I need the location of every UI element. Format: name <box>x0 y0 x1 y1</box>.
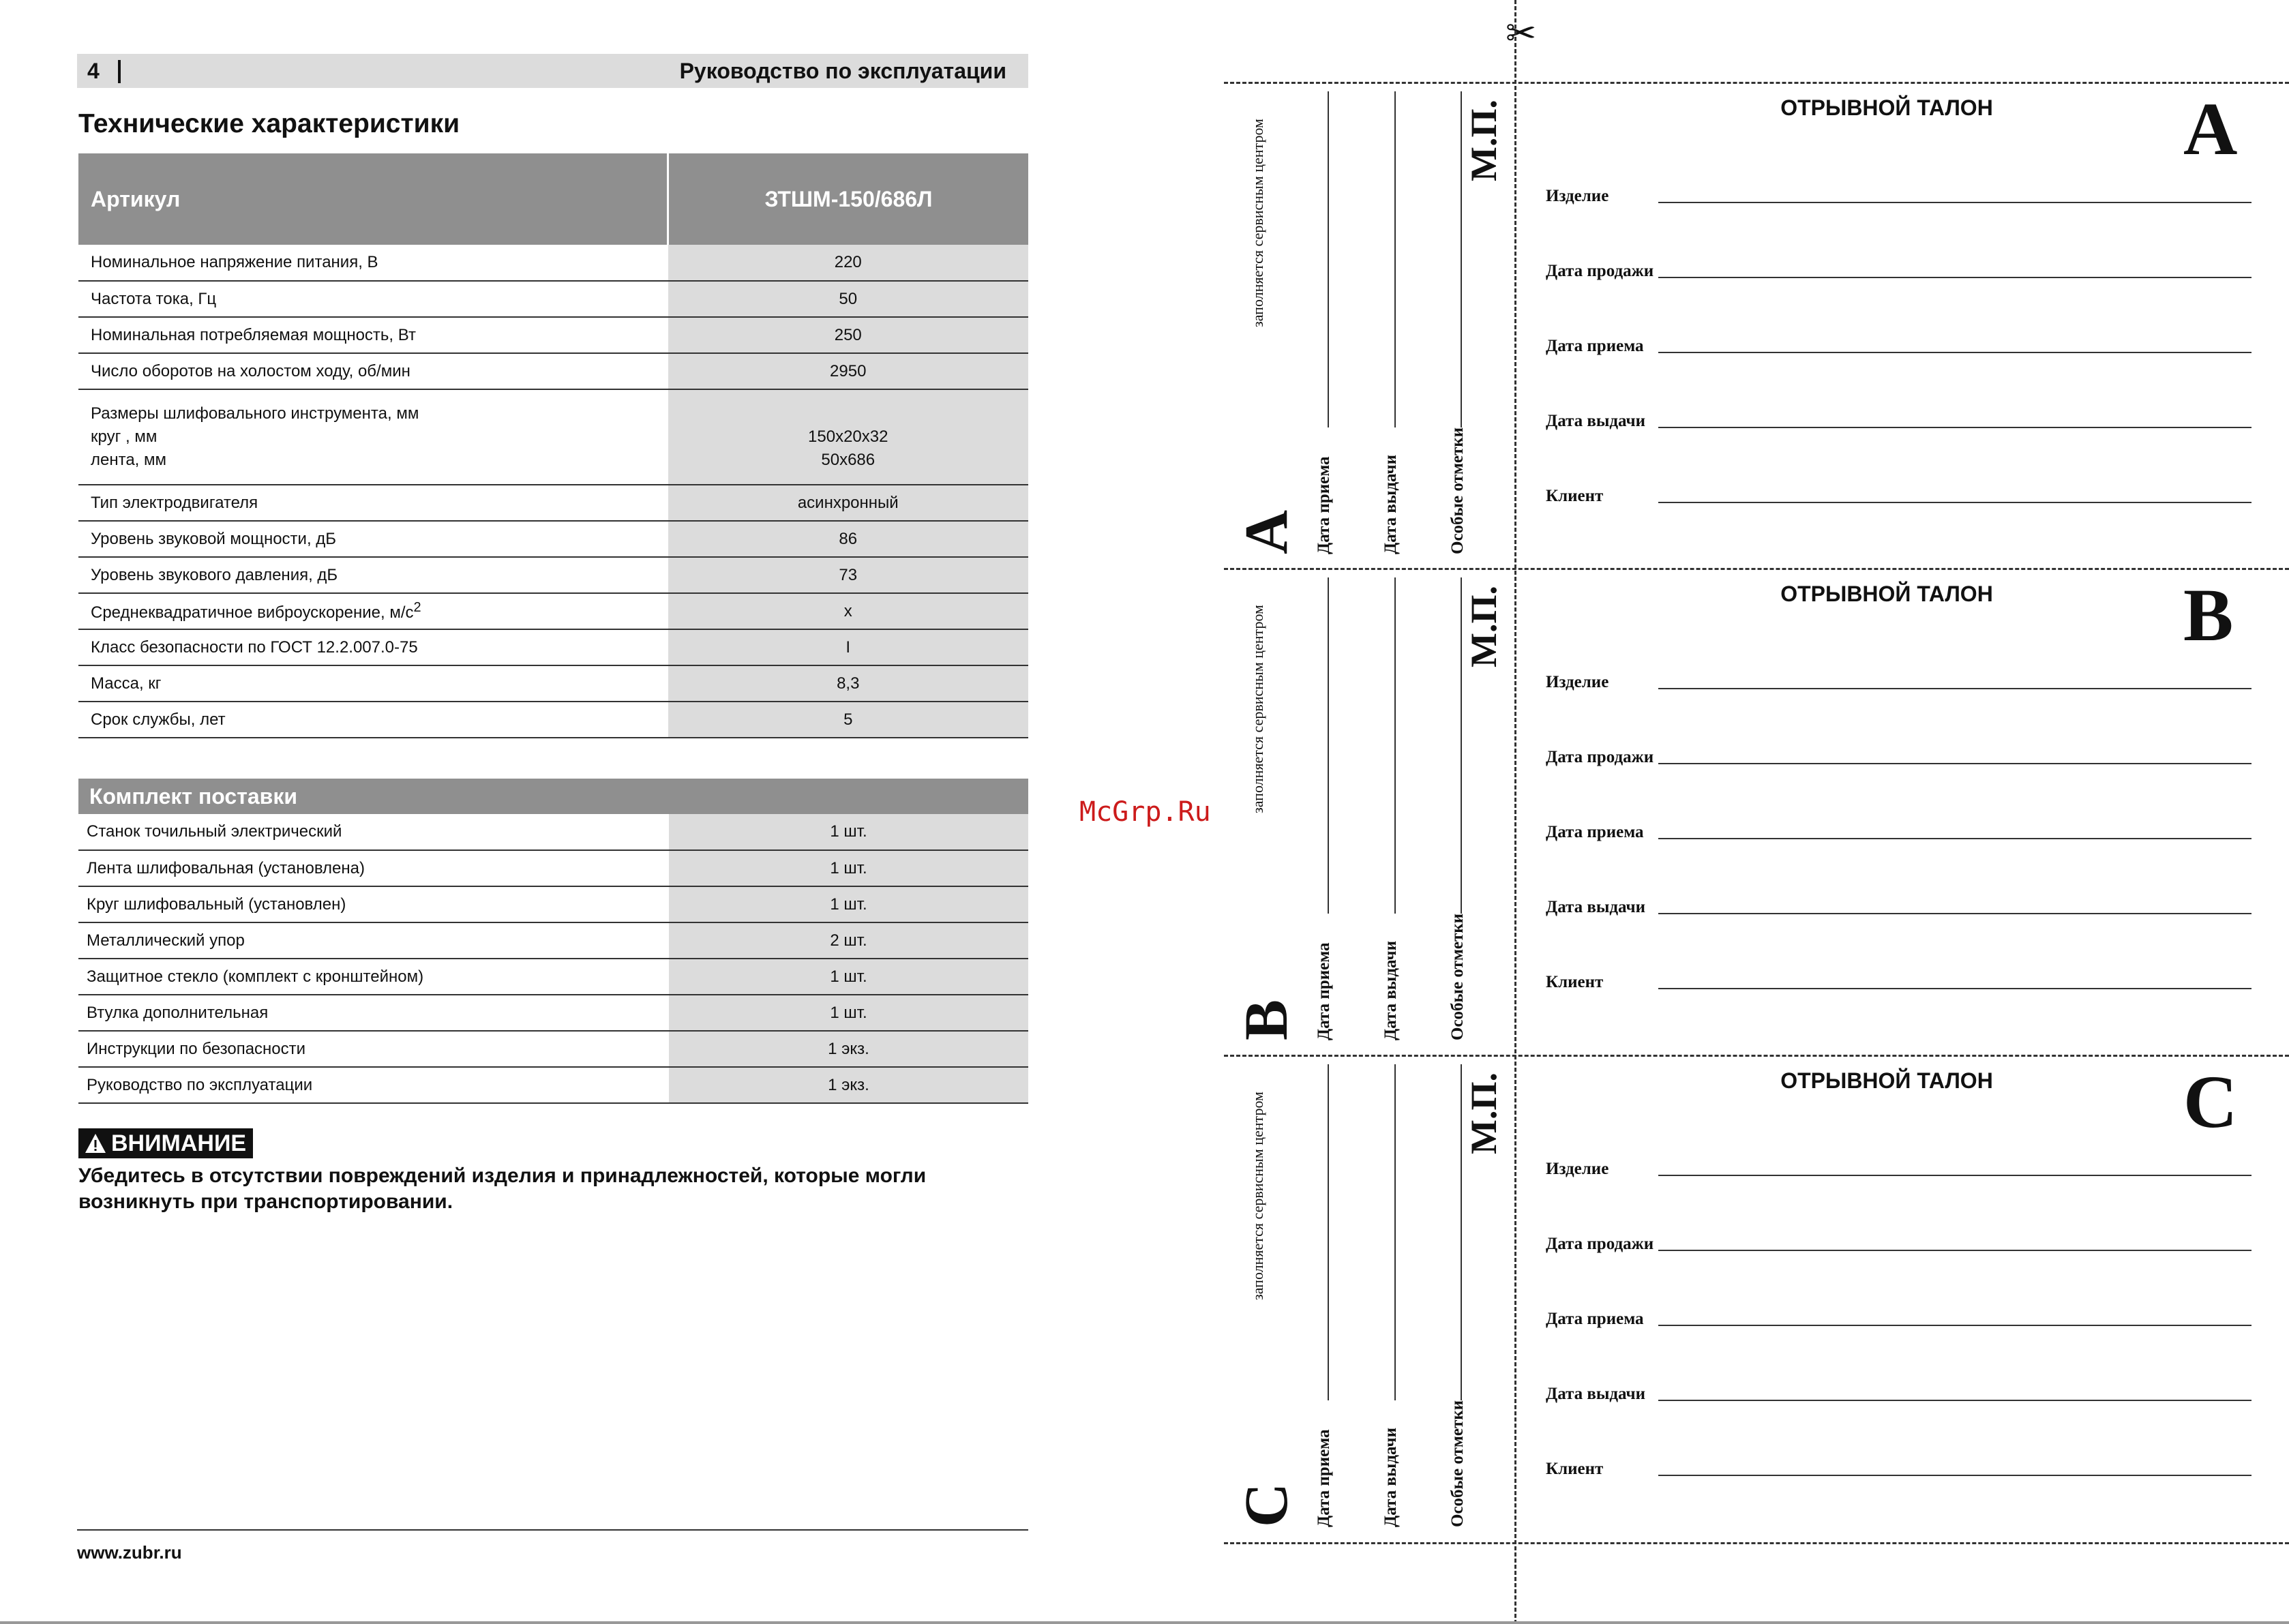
sale-date-label: Дата продажи <box>1546 262 1654 280</box>
coupon-letter: A <box>2183 87 2238 170</box>
field-line <box>1658 1325 2251 1326</box>
filled-by-label: заполняется сервисным центром <box>1249 605 1266 813</box>
stub-letter: B <box>1233 999 1300 1040</box>
coupon-title: ОТРЫВНОЙ ТАЛОН <box>1780 95 1993 120</box>
header-title: Руководство по эксплуатации <box>679 59 1006 83</box>
spec-value: 5 <box>668 702 1029 738</box>
spec-value: 220 <box>668 245 1029 281</box>
kit-value: 1 экз. <box>669 1067 1028 1103</box>
coupon-letter: B <box>2183 573 2234 657</box>
kit-value: 1 шт. <box>669 995 1028 1031</box>
product-label: Изделие <box>1546 673 1609 691</box>
filled-by-label: заполняется сервисным центром <box>1249 1092 1266 1300</box>
kit-label: Станок точильный электрический <box>78 814 669 850</box>
stub-received-label: Дата приема <box>1315 1429 1333 1527</box>
field-line <box>1658 913 2251 914</box>
stub-letter: A <box>1233 510 1300 554</box>
filled-by-label: заполняется сервисным центром <box>1249 119 1266 327</box>
issue-date-label: Дата выдачи <box>1546 1385 1646 1403</box>
stub-line <box>1328 577 1329 914</box>
stub-notes-label: Особые отметки <box>1448 427 1467 554</box>
spec-label: Номинальная потребляемая мощность, Вт <box>78 317 668 353</box>
spec-value: асинхронный <box>668 485 1029 521</box>
stamp-label: М.П. <box>1463 100 1504 181</box>
spec-value: I <box>668 629 1029 665</box>
spec-label-line: круг , мм <box>91 427 158 446</box>
spec-label: Масса, кг <box>78 665 668 702</box>
kit-value: 1 шт. <box>669 959 1028 995</box>
article-label: Артикул <box>78 153 668 245</box>
stub-line <box>1394 91 1396 427</box>
kit-label: Круг шлифовальный (установлен) <box>78 886 669 922</box>
kit-value: 2 шт. <box>669 922 1028 959</box>
spec-value-line: 150х20х32 <box>808 427 888 446</box>
field-line <box>1658 988 2251 989</box>
kit-label: Лента шлифовальная (установлена) <box>78 850 669 886</box>
spec-label-line: лента, мм <box>91 451 167 469</box>
field-line <box>1658 427 2251 428</box>
stub-letter: C <box>1233 1483 1300 1527</box>
client-label: Клиент <box>1546 973 1604 991</box>
spec-label-text: Среднеквадратичное виброускорение, м/с <box>91 603 414 622</box>
cut-line <box>1224 1542 2289 1544</box>
kit-label: Защитное стекло (комплект с кронштейном) <box>78 959 669 995</box>
stub-line <box>1328 1064 1329 1400</box>
warning-badge-label: ВНИМАНИЕ <box>111 1130 247 1156</box>
stub-notes-label: Особые отметки <box>1448 1400 1467 1527</box>
stub-issued-label: Дата выдачи <box>1381 940 1400 1040</box>
spec-value: 250 <box>668 317 1029 353</box>
kit-label: Металлический упор <box>78 922 669 959</box>
warning-text-line: возникнуть при транспортировании. <box>78 1190 453 1213</box>
product-label: Изделие <box>1546 187 1609 205</box>
spec-label: Тип электродвигателя <box>78 485 668 521</box>
receipt-date-label: Дата приема <box>1546 337 1644 355</box>
stamp-label: М.П. <box>1463 586 1504 667</box>
coupon-b <box>0 568 2289 1055</box>
stub-line <box>1461 577 1462 914</box>
stub-notes-label: Особые отметки <box>1448 913 1467 1040</box>
receipt-date-label: Дата приема <box>1546 823 1644 841</box>
spec-value: 86 <box>668 521 1029 557</box>
page-number: 4 <box>87 59 100 83</box>
kit-value: 1 шт. <box>669 886 1028 922</box>
product-label: Изделие <box>1546 1160 1609 1178</box>
field-line <box>1658 838 2251 839</box>
specs-heading: Технические характеристики <box>78 109 460 138</box>
spec-value: 8,3 <box>668 665 1029 702</box>
field-line <box>1658 688 2251 689</box>
spec-value: 2950 <box>668 353 1029 389</box>
stub-line <box>1461 1064 1462 1400</box>
article-value: ЗТШМ-150/686Л <box>668 153 1029 245</box>
coupon-a <box>0 82 2289 568</box>
kit-value: 1 шт. <box>669 814 1028 850</box>
kit-label: Втулка дополнительная <box>78 995 669 1031</box>
sale-date-label: Дата продажи <box>1546 748 1654 766</box>
watermark: McGrp.Ru <box>1079 796 1211 828</box>
stub-line <box>1328 91 1329 427</box>
scissors-icon: ✂ <box>1506 13 1537 54</box>
spec-label: Частота тока, Гц <box>78 281 668 317</box>
spec-label: Класс безопасности по ГОСТ 12.2.007.0-75 <box>78 629 668 665</box>
spec-value: х <box>668 593 1029 629</box>
coupon-c <box>0 1055 2289 1542</box>
coupon-title: ОТРЫВНОЙ ТАЛОН <box>1780 582 1993 606</box>
coupon-title: ОТРЫВНОЙ ТАЛОН <box>1780 1068 1993 1093</box>
stub-line <box>1394 1064 1396 1400</box>
field-line <box>1658 1475 2251 1476</box>
kit-label: Инструкции по безопасности <box>78 1031 669 1067</box>
spec-label: Число оборотов на холостом ходу, об/мин <box>78 353 668 389</box>
spec-value: 50 <box>668 281 1029 317</box>
spec-value-line: 50х686 <box>821 451 876 469</box>
stub-issued-label: Дата выдачи <box>1381 1427 1400 1527</box>
warning-text-line: Убедитесь в отсутствии повреждений изделия и принадлежностей, которые могли <box>78 1164 927 1187</box>
field-line <box>1658 502 2251 503</box>
client-label: Клиент <box>1546 1460 1604 1478</box>
field-line <box>1658 352 2251 353</box>
spec-label-line: Размеры шлифовального инструмента, мм <box>91 404 419 423</box>
sale-date-label: Дата продажи <box>1546 1235 1654 1253</box>
issue-date-label: Дата выдачи <box>1546 898 1646 916</box>
stub-received-label: Дата приема <box>1315 942 1333 1040</box>
kit-value: 1 шт. <box>669 850 1028 886</box>
spec-label: Уровень звуковой мощности, дБ <box>78 521 668 557</box>
field-line <box>1658 1250 2251 1251</box>
spec-label: Номинальное напряжение питания, В <box>78 245 668 281</box>
stub-line <box>1461 91 1462 427</box>
field-line <box>1658 1175 2251 1176</box>
field-line <box>1658 1400 2251 1401</box>
spec-label: Уровень звукового давления, дБ <box>78 557 668 593</box>
superscript: 2 <box>413 600 421 615</box>
issue-date-label: Дата выдачи <box>1546 412 1646 430</box>
footer-url: www.zubr.ru <box>77 1542 182 1563</box>
header-divider <box>118 60 121 83</box>
field-line <box>1658 277 2251 278</box>
kit-heading: Комплект поставки <box>78 779 1028 814</box>
kit-value: 1 экз. <box>669 1031 1028 1067</box>
coupon-letter: C <box>2183 1060 2238 1143</box>
stub-received-label: Дата приема <box>1315 456 1333 554</box>
stamp-label: М.П. <box>1463 1072 1504 1154</box>
page-bottom-edge <box>0 1621 2289 1624</box>
field-line <box>1658 763 2251 764</box>
spec-value: 73 <box>668 557 1029 593</box>
spec-label: Срок службы, лет <box>78 702 668 738</box>
kit-label: Руководство по эксплуатации <box>78 1067 669 1103</box>
receipt-date-label: Дата приема <box>1546 1310 1644 1328</box>
stub-line <box>1394 577 1396 914</box>
stub-issued-label: Дата выдачи <box>1381 454 1400 554</box>
field-line <box>1658 202 2251 203</box>
client-label: Клиент <box>1546 487 1604 505</box>
